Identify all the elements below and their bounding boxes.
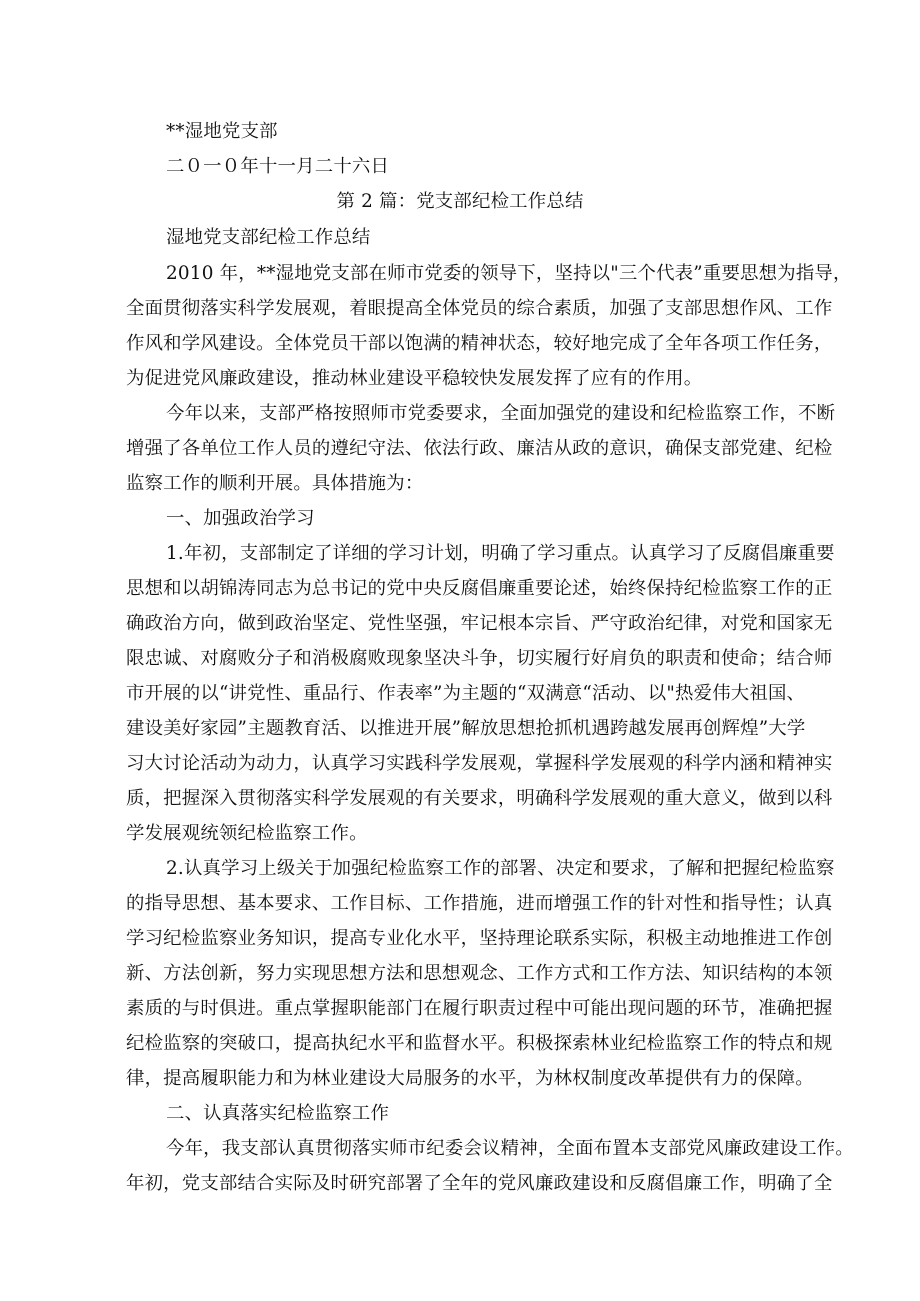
paragraph-1-line-4: 为促进党风廉政建设，推动林业建设平稳较快发展发挥了应有的作用。: [126, 368, 703, 389]
paragraph-5-line-2: 年初，党支部结合实际及时研究部署了全年的党风廉政建设和反腐倡廉工作，明确了全: [126, 1173, 833, 1194]
section-heading-1: 一、加强政治学习: [166, 508, 315, 529]
paragraph-3-line-3: 确政治方向，做到政治坚定、党性坚强，牢记根本宗旨、严守政治纪律，对党和国家无: [126, 613, 833, 634]
paragraph-5-line-1: 今年，我支部认真贯彻落实师市纪委会议精神，全面布置本支部党风廉政建设工作。: [166, 1138, 854, 1159]
section-heading-2: 二、认真落实纪检监察工作: [166, 1103, 390, 1124]
paragraph-2-line-1: 今年以来，支部严格按照师市党委要求，全面加强党的建设和纪检监察工作，不断: [166, 403, 836, 424]
paragraph-1-line-2: 全面贯彻落实科学发展观，着眼提高全体党员的综合素质，加强了支部思想作风、工作: [126, 298, 833, 319]
paragraph-4-line-7: 律，提高履职能力和为林业建设大局服务的水平，为林权制度改革提供有力的保障。: [126, 1068, 814, 1089]
paragraph-4-line-4: 新、方法创新，努力实现思想方法和思想观念、工作方式和工作方法、知识结构的本领: [126, 963, 833, 984]
paragraph-2-line-2: 增强了各单位工作人员的遵纪守法、依法行政、廉洁从政的意识，确保支部党建、纪检: [126, 438, 833, 459]
paragraph-3-line-5: 市开展的以“讲党性、重品行、作表率”为主题的“双满意“活动、以"热爱伟大祖国、: [126, 683, 806, 704]
paragraph-4-line-6: 纪检监察的突破口，提高执纪水平和监督水平。积极探索林业纪检监察工作的特点和规: [126, 1033, 833, 1054]
paragraph-3-line-6: 建设美好家园”主题教育活、以推进开展”解放思想抢抓机遇跨越发展再创辉煌”大学: [126, 718, 806, 739]
paragraph-1-line-1: 2010 年，**湿地党支部在师市党委的领导下，坚持以"三个代表”重要思想为指导，: [166, 263, 852, 284]
paragraph-3-line-4: 限忠诚、对腐败分子和消极腐败现象坚决斗争，切实履行好肩负的职责和使命；结合师: [126, 648, 833, 669]
paragraph-3-line-9: 学发展观统领纪检监察工作。: [126, 823, 368, 844]
paragraph-4-line-1: 2.认真学习上级关于加强纪检监察工作的部署、决定和要求，了解和把握纪检监察: [166, 858, 835, 879]
paragraph-4-line-2: 的指导思想、基本要求、工作目标、工作措施，进而增强工作的针对性和指导性；认真: [126, 893, 833, 914]
signature-organization: **湿地党支部: [166, 121, 278, 142]
paragraph-2-line-3: 监察工作的顺利开展。具体措施为：: [126, 473, 424, 494]
paragraph-3-line-7: 习大讨论活动为动力，认真学习实践科学发展观，掌握科学发展观的科学内涵和精神实: [126, 753, 833, 774]
paragraph-3-line-2: 思想和以胡锦涛同志为总书记的党中央反腐倡廉重要论述，始终保持纪检监察工作的正: [126, 578, 833, 599]
chapter-heading: 第 2 篇：党支部纪检工作总结: [336, 191, 584, 212]
paragraph-1-line-3: 作风和学风建设。全体党员干部以饱满的精神状态，较好地完成了全年各项工作任务，: [126, 333, 833, 354]
paragraph-4-line-5: 素质的与时俱进。重点掌握职能部门在履行职责过程中可能出现问题的环节，准确把握: [126, 998, 833, 1019]
paragraph-3-line-8: 质，把握深入贯彻落实科学发展观的有关要求，明确科学发展观的重大意义，做到以科: [126, 788, 833, 809]
signature-date: 二０一０年十一月二十六日: [166, 156, 390, 177]
paragraph-3-line-1: 1.年初，支部制定了详细的学习计划，明确了学习重点。认真学习了反腐倡廉重要: [166, 543, 835, 564]
paragraph-4-line-3: 学习纪检监察业务知识，提高专业化水平，坚持理论联系实际，积极主动地推进工作创: [126, 928, 833, 949]
document-title: 湿地党支部纪检工作总结: [166, 227, 371, 248]
